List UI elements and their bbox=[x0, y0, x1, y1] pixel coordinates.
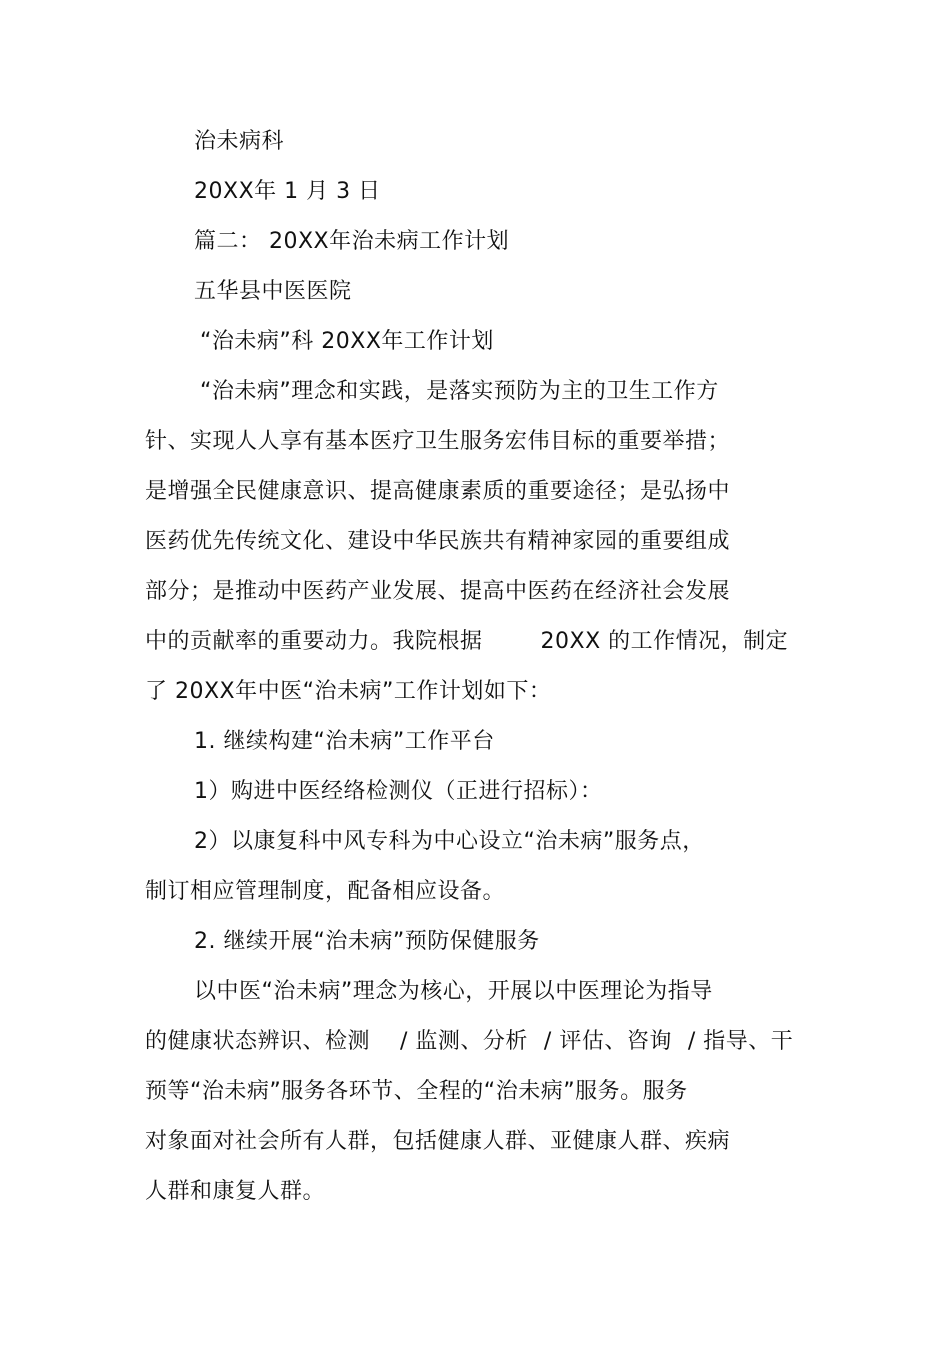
intro-paragraph-line: 医药优先传统文化、建设中华民族共有精神家园的重要组成 bbox=[145, 529, 731, 554]
intro-line-segment: 中的贡献率的重要动力。我院根据 bbox=[145, 629, 483, 654]
intro-paragraph-line: 部分；是推动中医药产业发展、提高中医药在经济社会发展 bbox=[145, 579, 731, 604]
item-2-paragraph-line: 以中医“治未病”理念为核心，开展以中医理论为指导 bbox=[194, 979, 713, 1004]
intro-paragraph-line: 了 20XX年中医“治未病”工作计划如下： bbox=[145, 679, 552, 704]
item-2-paragraph-line: 人群和康复人群。 bbox=[145, 1179, 326, 1204]
intro-paragraph-line: 是增强全民健康意识、提高健康素质的重要途径；是弘扬中 bbox=[145, 479, 731, 504]
item-2-line-segment: / 监测、分析 bbox=[400, 1029, 528, 1054]
item-2-paragraph-line: 预等“治未病”服务各环节、全程的“治未病”服务。服务 bbox=[145, 1079, 688, 1104]
item-2-paragraph-line bbox=[145, 1027, 793, 1057]
item-2-line-segment: / 评估、咨询 bbox=[543, 1029, 672, 1054]
intro-paragraph-line: “治未病”理念和实践，是落实预防为主的卫生工作方 bbox=[200, 379, 719, 404]
intro-line-segment: 20XX 的工作情况，制定 bbox=[540, 629, 789, 654]
item-2-heading: 2. 继续开展“治未病”预防保健服务 bbox=[194, 929, 540, 954]
section-heading: 篇二： 20XX年治未病工作计划 bbox=[194, 229, 510, 254]
item-1-heading: 1. 继续构建“治未病”工作平台 bbox=[194, 729, 495, 754]
intro-paragraph-line: 针、实现人人享有基本医疗卫生服务宏伟目标的重要举措； bbox=[145, 429, 731, 454]
item-1-subitem: 1）购进中医经络检测仪（正进行招标）： bbox=[194, 779, 603, 804]
plan-title: “治未病”科 20XX年工作计划 bbox=[200, 329, 494, 354]
item-2-line-segment: 的健康状态辨识、检测 bbox=[145, 1029, 371, 1054]
signature-department: 治未病科 bbox=[194, 129, 285, 154]
signature-date: 20XX年 1 月 3 日 bbox=[194, 179, 381, 204]
intro-paragraph-line bbox=[145, 627, 788, 657]
item-2-paragraph-line: 对象面对社会所有人群，包括健康人群、亚健康人群、疾病 bbox=[145, 1129, 731, 1154]
item-1-subitem-continuation: 制订相应管理制度，配备相应设备。 bbox=[145, 879, 506, 904]
hospital-name: 五华县中医医院 bbox=[194, 279, 352, 304]
item-2-line-segment: / 指导、干 bbox=[687, 1029, 794, 1054]
item-1-subitem: 2）以康复科中风专科为中心设立“治未病”服务点， bbox=[194, 829, 705, 854]
